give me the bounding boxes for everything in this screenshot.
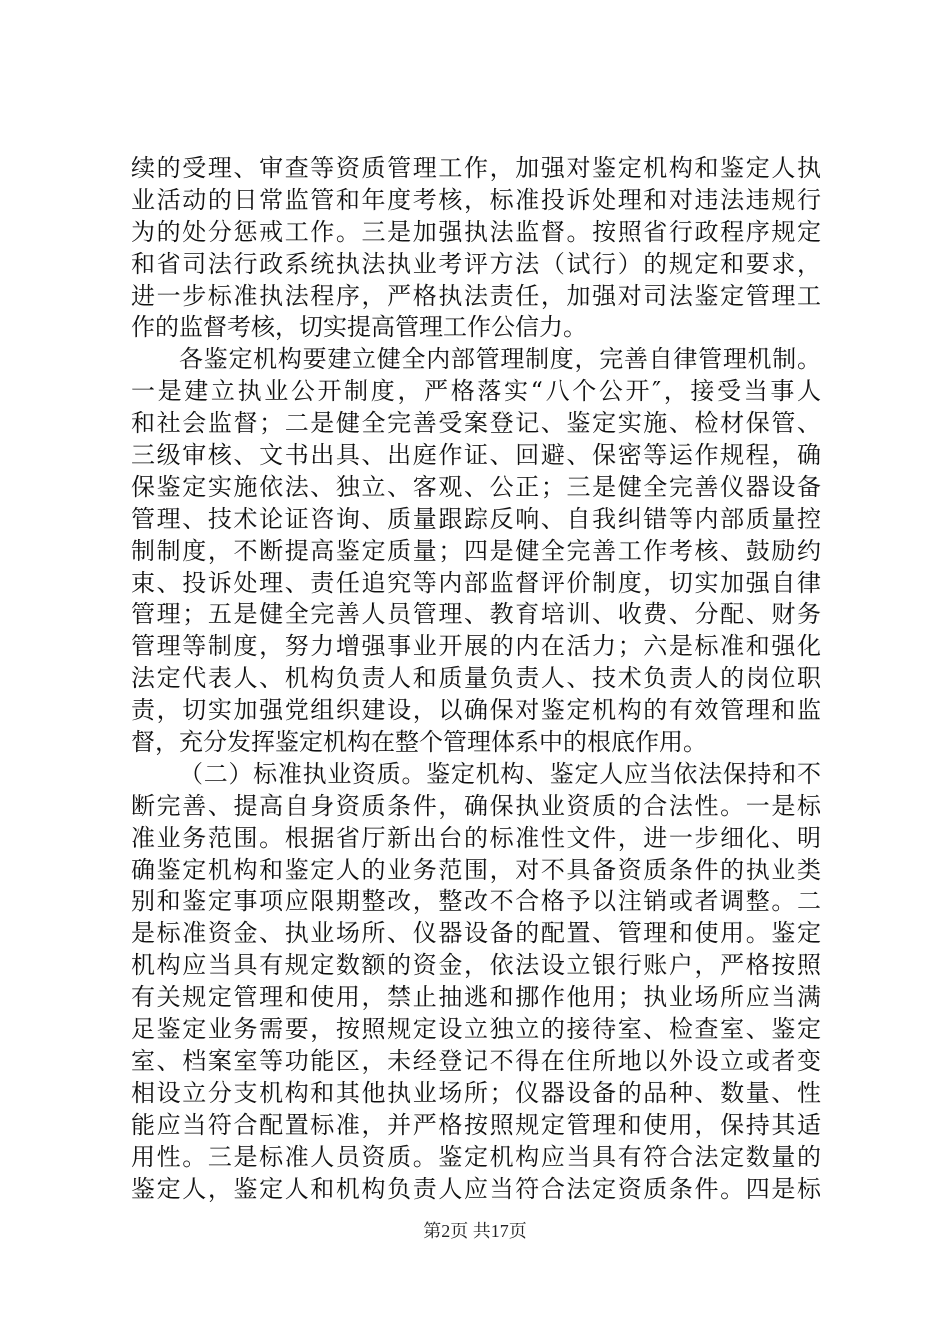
text-line: 准业务范围。根据省厅新出台的标准性文件，进一步细化、明 bbox=[131, 823, 821, 852]
text-line: 和省司法行政系统执法执业考评方法（试行）的规定和要求， bbox=[131, 249, 821, 278]
text-line: 能应当符合配置标准，并严格按照规定管理和使用，保持其适 bbox=[131, 1110, 821, 1139]
text-line: 续的受理、审查等资质管理工作，加强对鉴定机构和鉴定人执 bbox=[131, 154, 821, 182]
text-line: 确鉴定机构和鉴定人的业务范围，对不具备资质条件的执业类 bbox=[131, 855, 821, 884]
text-line: 有关规定管理和使用，禁止抽逃和挪作他用；执业场所应当满 bbox=[131, 983, 821, 1012]
text-line: 断完善、提高自身资质条件，确保执业资质的合法性。一是标 bbox=[131, 791, 821, 820]
text-line: （二）标准执业资质。鉴定机构、鉴定人应当依法保持和不 bbox=[179, 759, 821, 788]
text-line: 督，充分发挥鉴定机构在整个管理体系中的根底作用。 bbox=[131, 728, 707, 757]
page-number-footer: 第2页 共17页 bbox=[423, 1221, 527, 1241]
text-line: 管理、技术论证咨询、质量跟踪反响、自我纠错等内部质量控 bbox=[131, 504, 821, 533]
text-line: 和社会监督；二是健全完善受案登记、鉴定实施、检材保管、 bbox=[131, 409, 821, 438]
text-line: 制制度，不断提高鉴定质量；四是健全完善工作考核、鼓励约 bbox=[131, 536, 821, 565]
text-line: 法定代表人、机构负责人和质量负责人、技术负责人的岗位职 bbox=[131, 664, 821, 693]
text-line: 各鉴定机构要建立健全内部管理制度，完善自律管理机制。 bbox=[179, 345, 821, 374]
text-line: 足鉴定业务需要，按照规定设立独立的接待室、检查室、鉴定 bbox=[131, 1015, 821, 1044]
text-line: 三级审核、文书出具、出庭作证、回避、保密等运作规程，确 bbox=[131, 441, 821, 470]
text-line: 管理；五是健全完善人员管理、教育培训、收费、分配、财务 bbox=[131, 600, 821, 629]
text-line: 用性。三是标准人员资质。鉴定机构应当具有符合法定数量的 bbox=[131, 1142, 821, 1171]
text-line: 业活动的日常监管和年度考核，标准投诉处理和对违法违规行 bbox=[131, 185, 821, 214]
text-line: 是标准资金、执业场所、仪器设备的配置、管理和使用。鉴定 bbox=[131, 919, 821, 948]
text-line: 责，切实加强党组织建设，以确保对鉴定机构的有效管理和监 bbox=[131, 696, 821, 725]
text-line: 室、档案室等功能区，未经登记不得在住所地以外设立或者变 bbox=[131, 1046, 821, 1075]
text-line: 束、投诉处理、责任追究等内部监督评价制度，切实加强自律 bbox=[131, 568, 821, 597]
text-line: 管理等制度，努力增强事业开展的内在活力；六是标准和强化 bbox=[131, 632, 821, 661]
body-text bbox=[131, 153, 821, 1205]
text-line: 机构应当具有规定数额的资金，依法设立银行账户，严格按照 bbox=[131, 951, 821, 980]
text-line: 鉴定人，鉴定人和机构负责人应当符合法定资质条件。四是标 bbox=[131, 1174, 821, 1203]
text-line: 相设立分支机构和其他执业场所；仪器设备的品种、数量、性 bbox=[131, 1078, 821, 1107]
text-line: 为的处分惩戒工作。三是加强执法监督。按照省行政程序规定 bbox=[131, 217, 821, 246]
text-line: 一是建立执业公开制度，严格落实“八个公开″，接受当事人 bbox=[131, 377, 821, 406]
text-line: 保鉴定实施依法、独立、客观、公正；三是健全完善仪器设备 bbox=[131, 472, 821, 501]
text-line: 作的监督考核，切实提高管理工作公信力。 bbox=[131, 313, 587, 342]
text-line: 别和鉴定事项应限期整改，整改不合格予以注销或者调整。二 bbox=[131, 887, 821, 916]
text-line: 进一步标准执法程序，严格执法责任，加强对司法鉴定管理工 bbox=[131, 281, 821, 310]
